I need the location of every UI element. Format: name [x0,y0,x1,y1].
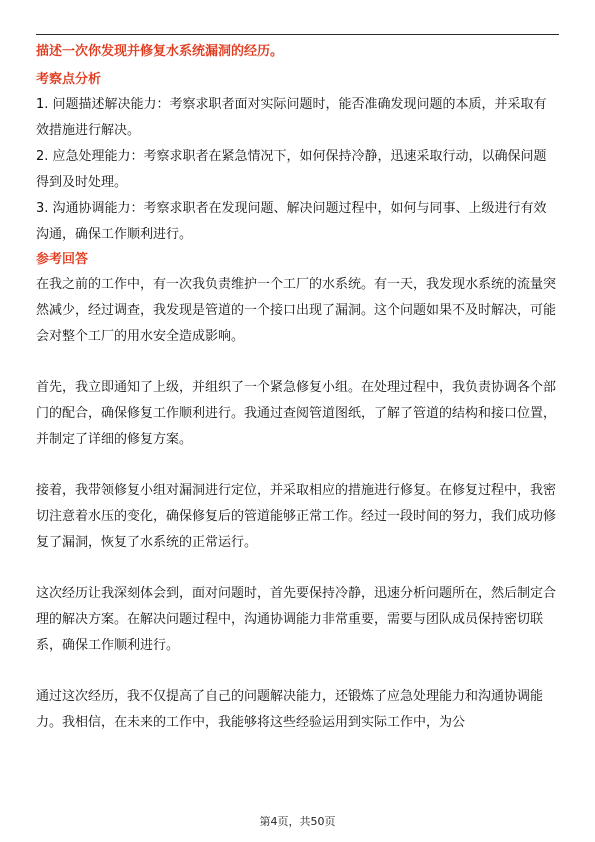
header-rule [36,34,559,35]
answer-paragraph: 首先，我立即通知了上级，并组织了一个紧急修复小组。在处理过程中，我负责协调各个部门的配合，确保修复工作顺利进行。我通过查阅管道图纸，了解了管道的结构和接口位置，并制定了详细的修复方案。 [36,380,557,447]
analysis-point: 2. 应急处理能力：考察求职者在紧急情况下，如何保持冷静，迅速采取行动，以确保问题得到及时处理。 [36,149,547,190]
answer-paragraph: 接着，我带领修复小组对漏洞进行定位，并采取相应的措施进行修复。在修复过程中，我密切注意着水压的变化，确保修复后的管道能够正常工作。经过一段时间的努力，我们成功修复了漏洞，恢复了水系统的正常运行。 [36,483,557,550]
page-footer: 第4页，共50页 [259,815,336,828]
page-content [36,40,559,736]
analysis-heading: 考察点分析 [36,72,102,87]
answer-heading: 参考回答 [36,252,89,267]
answer-body [36,272,559,736]
analysis-point: 1. 问题描述解决能力：考察求职者面对实际问题时，能否准确发现问题的本质，并采取有效措施进行解决。 [36,97,547,138]
analysis-point: 3. 沟通协调能力：考察求职者在发现问题、解决问题过程中，如何与同事、上级进行有效沟通，确保工作顺利进行。 [36,201,547,242]
answer-paragraph: 这次经历让我深刻体会到，面对问题时，首先要保持冷静，迅速分析问题所在，然后制定合理的解决方案。在解决问题过程中，沟通协调能力非常重要，需要与团队成员保持密切联系，确保工作顺利进行。 [36,586,557,653]
answer-paragraph: 在我之前的工作中，有一次我负责维护一个工厂的水系统。有一天，我发现水系统的流量突然减少，经过调查，我发现是管道的一个接口出现了漏洞。这个问题如果不及时解决，可能会对整个工厂的用水安全造成影响。 [36,277,557,344]
answer-paragraph: 通过这次经历，我不仅提高了自己的问题解决能力，还锻炼了应急处理能力和沟通协调能力。我相信，在未来的工作中，我能够将这些经验运用到实际工作中，为公 [36,689,544,730]
question-title: 描述一次你发现并修复水系统漏洞的经历。 [36,44,284,59]
